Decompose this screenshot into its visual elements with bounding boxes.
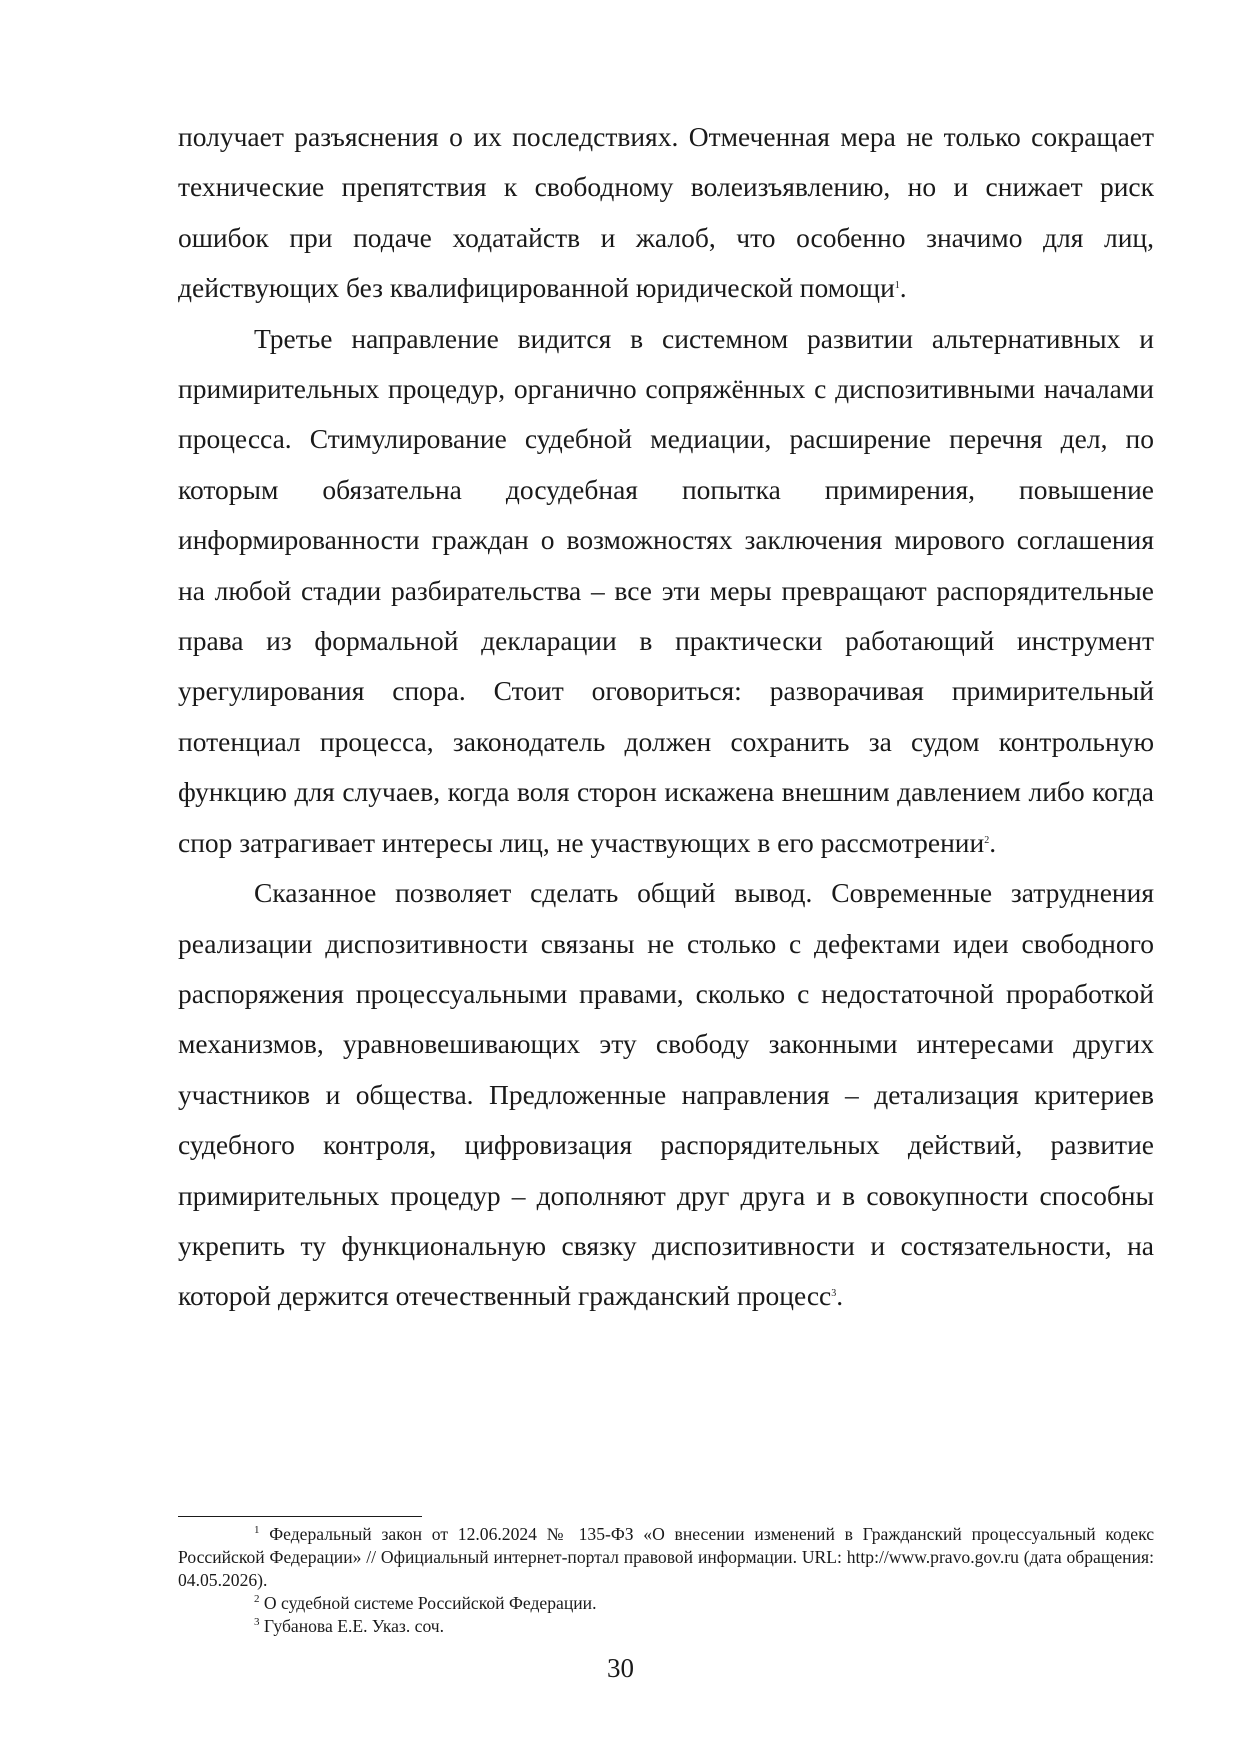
footnote-ref: 2 [984,834,990,846]
paragraph [178,314,1154,868]
paragraph-text: Сказанное позволяет сделать общий вывод. Современные затруднения реализации диспозитивности связаны не столько с дефектами идеи свободного распоряжения процессуальными правами, сколько с недостаточной проработкой механизмов, уравновешивающих эту свободу законными интересами других участников и общества. Предложенные направления – детализация критериев судебного контроля, цифровизация распорядительных действий, развитие примирительных процедур – дополняют друг друга и в совокупности способны укрепить ту функциональную связку диспозитивности и состязательности, на которой держится отечественный гражданский процесс [178,877,1154,1312]
paragraph-text: Третье направление видится в системном развитии альтернативных и примирительных процедур, органично сопряжённых с диспозитивными началами процесса. Стимулирование судебной медиации, расширение перечня дел, по которым обязательна досудебная попытка примирения, повышение информированности граждан о возможностях заключения мирового соглашения на любой стадии разбирательства – все эти меры превращают распорядительные права из формальной декларации в практически работающий инструмент урегулирования спора. Стоит оговориться: разворачивая примирительный потенциал процесса, законодатель должен сохранить за судом контрольную функцию для случаев, когда воля сторон искажена внешним давлением либо когда спор затрагивает интересы лиц, не участвующих в его рассмотрении [178,322,1154,858]
footnote-text: О судебной системе Российской Федерации. [259,1593,597,1613]
paragraph-end: . [989,826,997,858]
footnotes [178,1523,1154,1638]
footnote [178,1592,1154,1615]
footnote-text: Федеральный закон от 12.06.2024 № 135-ФЗ «О внесении изменений в Гражданский процессуальный кодекс Российской Федерации» // Официальный интернет-портал правовой информации. URL: http://www.pravo.gov.ru (дата обращения: 04.05.2026). [178,1524,1154,1590]
footnote [178,1523,1154,1592]
main-text [178,112,1154,1322]
footnote-number: 2 [254,1593,260,1605]
footnote-ref: 3 [831,1288,837,1300]
paragraph [178,112,1154,314]
footnote-number: 1 [254,1524,260,1536]
paragraph-text: получает разъяснения о их последствиях. Отмеченная мера не только сокращает технические препятствия к свободному волеизъявлению, но и снижает риск ошибок при подаче ходатайств и жалоб, что особенно значимо для лиц, действующих без квалифицированной юридической помощи [178,121,1154,304]
footnote-ref: 1 [894,280,900,292]
page-number: 30 [607,1653,634,1683]
footnote [178,1615,1154,1638]
footnote-number: 3 [254,1616,260,1628]
paragraph-end: . [836,1280,844,1312]
paragraph-end: . [899,272,907,304]
paragraph [178,868,1154,1322]
footnote-separator [178,1516,422,1517]
footnote-text: Губанова Е.Е. Указ. соч. [259,1616,445,1636]
